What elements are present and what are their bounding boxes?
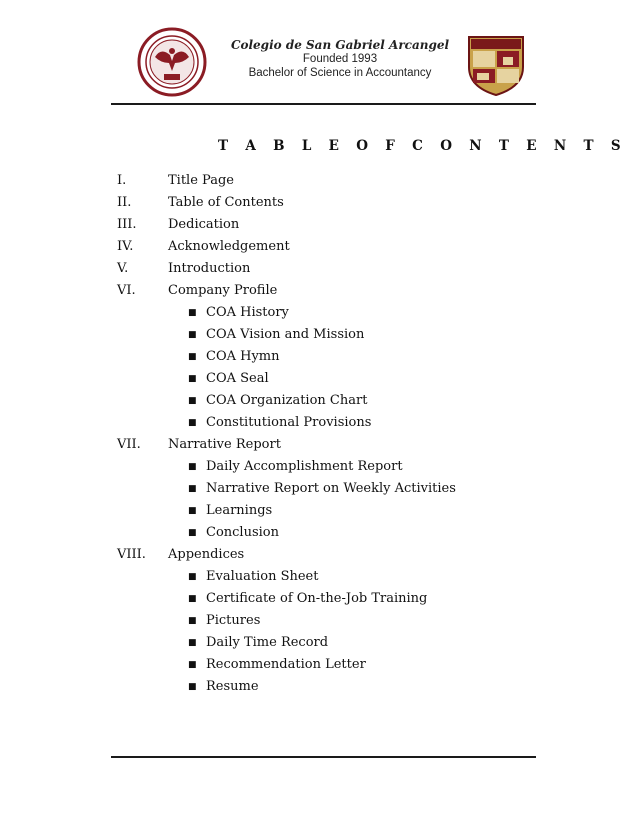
square-bullet-icon: ■ — [188, 682, 197, 692]
document-header — [220, 38, 460, 80]
header-divider — [111, 103, 536, 105]
toc-subentry-label: Certificate of On-the-Job Training — [206, 591, 428, 606]
square-bullet-icon: ■ — [188, 418, 197, 428]
toc-subentry-label: Narrative Report on Weekly Activities — [206, 481, 456, 496]
toc-subentry-label: COA Hymn — [206, 349, 280, 364]
page-title: T A B L E O F C O N T E N T S — [218, 138, 627, 154]
toc-entry-label: Acknowledgement — [168, 239, 290, 254]
toc-subentry-label: Daily Time Record — [206, 635, 329, 650]
toc-subentry-label: COA History — [206, 305, 289, 320]
toc-entry-label: Dedication — [168, 217, 240, 232]
square-bullet-icon: ■ — [188, 528, 197, 538]
square-bullet-icon: ■ — [188, 352, 197, 362]
toc-entry-label: Company Profile — [168, 283, 278, 298]
toc-subentry-label: Resume — [206, 679, 259, 694]
square-bullet-icon: ■ — [188, 330, 197, 340]
toc-entry-number: II. — [117, 195, 132, 210]
toc-entry-label: Table of Contents — [168, 195, 284, 210]
square-bullet-icon: ■ — [188, 396, 197, 406]
toc-entry-label: Title Page — [168, 173, 234, 188]
toc-entry-label: Appendices — [168, 547, 245, 562]
square-bullet-icon: ■ — [188, 638, 197, 648]
program-crest-icon — [465, 31, 527, 97]
school-seal-icon — [137, 27, 207, 97]
toc-entry-number: IV. — [117, 239, 134, 254]
footer-divider — [111, 756, 536, 758]
square-bullet-icon: ■ — [188, 616, 197, 626]
square-bullet-icon: ■ — [188, 506, 197, 516]
toc-subentry-label: COA Seal — [206, 371, 269, 386]
toc-subentry-label: Learnings — [206, 503, 273, 518]
toc-subentry-label: Constitutional Provisions — [206, 415, 372, 430]
square-bullet-icon: ■ — [188, 572, 197, 582]
square-bullet-icon: ■ — [188, 374, 197, 384]
founded-line: Founded 1993 — [302, 53, 378, 65]
toc-subentry-label: Evaluation Sheet — [206, 569, 319, 584]
toc-entry-number: VIII. — [117, 547, 146, 562]
program-line: Bachelor of Science in Accountancy — [248, 67, 432, 79]
toc-subentry-label: COA Organization Chart — [206, 393, 368, 408]
toc-subentry-label: Daily Accomplishment Report — [206, 459, 403, 474]
toc-entry-label: Introduction — [168, 261, 251, 276]
square-bullet-icon: ■ — [188, 308, 197, 318]
toc-entry-number: V. — [117, 261, 129, 276]
square-bullet-icon: ■ — [188, 594, 197, 604]
toc-subentry-label: Pictures — [206, 613, 261, 628]
toc-entry-number: VI. — [117, 283, 136, 298]
toc-entry-number: III. — [117, 217, 137, 232]
toc-subentry-label: Recommendation Letter — [206, 657, 366, 672]
square-bullet-icon: ■ — [188, 462, 197, 472]
square-bullet-icon: ■ — [188, 660, 197, 670]
toc-subentry-label: COA Vision and Mission — [206, 327, 365, 342]
square-bullet-icon: ■ — [188, 484, 197, 494]
toc-entry-number: VII. — [117, 437, 141, 452]
school-name: Colegio de San Gabriel Arcangel — [230, 38, 450, 52]
toc-subentry-label: Conclusion — [206, 525, 279, 540]
toc-entry-number: I. — [117, 173, 127, 188]
toc-entry-label: Narrative Report — [168, 437, 281, 452]
